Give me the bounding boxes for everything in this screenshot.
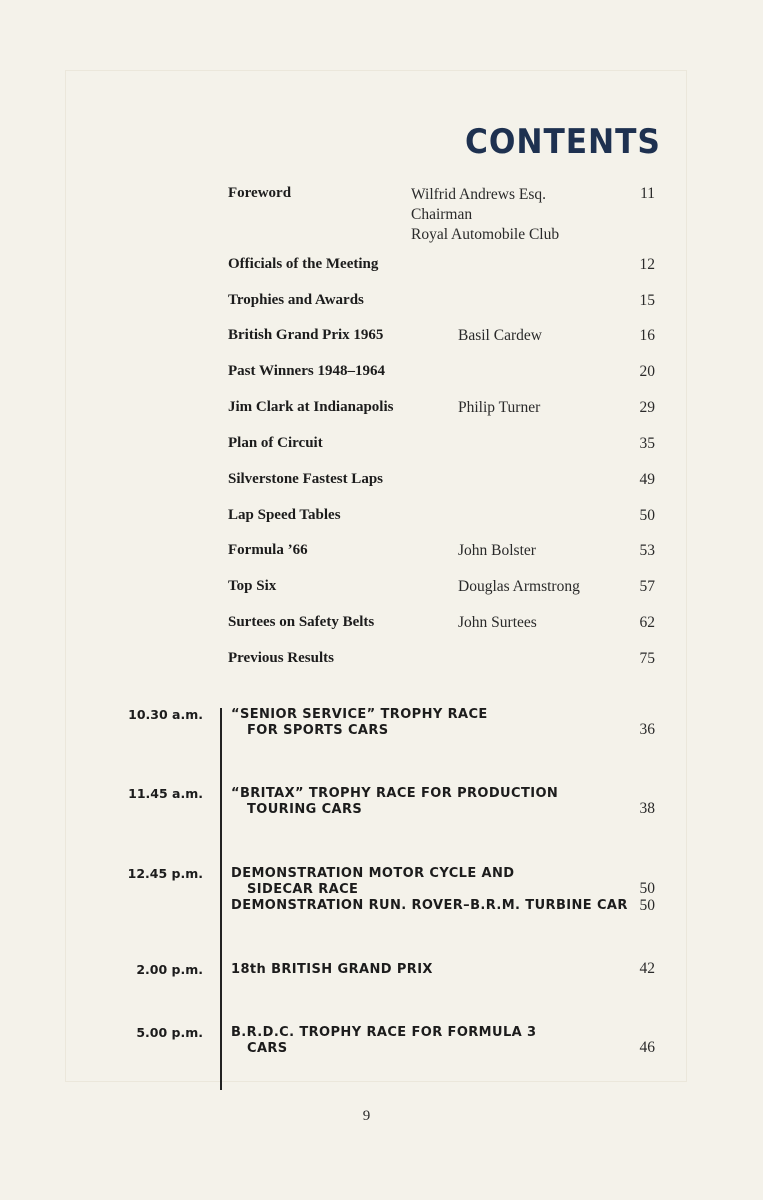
schedule-time: 12.45 p.m. — [127, 866, 203, 881]
contents-heading: CONTENTS — [465, 122, 661, 162]
schedule-event-line: B.R.D.C. TROPHY RACE FOR FORMULA 3 — [231, 1025, 537, 1040]
toc-page-number: 49 — [639, 471, 655, 488]
schedule-event-line: DEMONSTRATION MOTOR CYCLE AND — [231, 866, 515, 881]
schedule-page-number: 42 — [639, 960, 655, 977]
page-number: 9 — [362, 1108, 371, 1124]
toc-page-number: 50 — [639, 507, 655, 524]
schedule-time: 2.00 p.m. — [136, 962, 203, 977]
schedule-event-line: TOURING CARS — [247, 802, 363, 817]
toc-item — [0, 363, 763, 387]
toc-page-number: 75 — [639, 650, 655, 667]
schedule-time: 10.30 a.m. — [128, 707, 203, 722]
toc-author: Basil Cardew — [458, 327, 542, 344]
toc-title: Top Six — [228, 578, 277, 594]
schedule-page-number: 38 — [639, 800, 655, 817]
toc-page-number: 62 — [639, 614, 655, 631]
schedule-event — [231, 866, 628, 914]
toc-page-number: 57 — [639, 578, 655, 595]
schedule-event — [231, 707, 488, 739]
toc-author: Douglas Armstrong — [458, 578, 580, 595]
toc-author: John Bolster — [458, 542, 536, 559]
toc-title: Officials of the Meeting — [228, 256, 379, 272]
schedule-time: 11.45 a.m. — [128, 786, 203, 801]
toc-item — [0, 650, 763, 674]
toc-page-number: 53 — [639, 542, 655, 559]
schedule-timeline-rule — [220, 708, 222, 1090]
toc-title: Silverstone Fastest Laps — [228, 471, 383, 487]
toc-title: Past Winners 1948–1964 — [228, 363, 385, 379]
toc-page-number: 20 — [639, 363, 655, 380]
toc-item — [0, 292, 763, 316]
toc-item — [0, 327, 763, 351]
schedule-page-number: 36 — [639, 721, 655, 738]
toc-author: John Surtees — [458, 614, 537, 631]
schedule-event-line: “BRITAX” TROPHY RACE FOR PRODUCTION — [231, 786, 559, 801]
schedule-event-line: 18th BRITISH GRAND PRIX — [231, 962, 433, 977]
toc-item — [0, 614, 763, 638]
toc-item — [0, 256, 763, 280]
schedule-page-number: 46 — [639, 1039, 655, 1056]
page-frame — [65, 70, 687, 1082]
toc-item — [0, 435, 763, 459]
toc-title: Plan of Circuit — [228, 435, 323, 451]
toc-author-line: Chairman — [411, 206, 473, 223]
toc-title: British Grand Prix 1965 — [228, 327, 384, 343]
toc-page-number: 11 — [640, 185, 655, 202]
toc-title: Jim Clark at Indianapolis — [228, 399, 394, 415]
schedule-event — [231, 962, 433, 978]
schedule-event-line: DEMONSTRATION RUN. ROVER–B.R.M. TURBINE CAR — [231, 898, 628, 913]
toc-item — [0, 542, 763, 566]
toc-item — [0, 578, 763, 602]
toc-title: Formula ’66 — [228, 542, 308, 558]
schedule-event — [231, 786, 558, 818]
toc-page-number: 16 — [639, 327, 655, 344]
toc-author — [411, 185, 559, 245]
toc-title: Previous Results — [228, 650, 334, 666]
toc-title: Lap Speed Tables — [228, 507, 341, 523]
toc-title: Trophies and Awards — [228, 292, 364, 308]
toc-page-number: 12 — [639, 256, 655, 273]
schedule-page-number: 50 — [639, 897, 655, 914]
schedule-event-line: “SENIOR SERVICE” TROPHY RACE — [231, 707, 488, 722]
toc-item — [0, 471, 763, 495]
schedule-time: 5.00 p.m. — [136, 1025, 203, 1040]
toc-page-number: 35 — [639, 435, 655, 452]
schedule-page-number: 50 — [639, 880, 655, 897]
toc-page-number: 15 — [639, 292, 655, 309]
toc-author-line: Wilfrid Andrews Esq. — [411, 186, 546, 203]
toc-item — [0, 185, 763, 243]
toc-author-line: Royal Automobile Club — [411, 226, 560, 243]
toc-page-number: 29 — [639, 399, 655, 416]
schedule-event-line: SIDECAR RACE — [247, 882, 359, 897]
toc-title: Foreword — [228, 185, 292, 201]
schedule-event-line: CARS — [247, 1041, 288, 1056]
toc-title: Surtees on Safety Belts — [228, 614, 375, 630]
schedule-event-line: FOR SPORTS CARS — [247, 723, 389, 738]
toc-item — [0, 399, 763, 423]
schedule-event — [231, 1025, 536, 1057]
toc-item — [0, 507, 763, 531]
toc-author: Philip Turner — [458, 399, 541, 416]
